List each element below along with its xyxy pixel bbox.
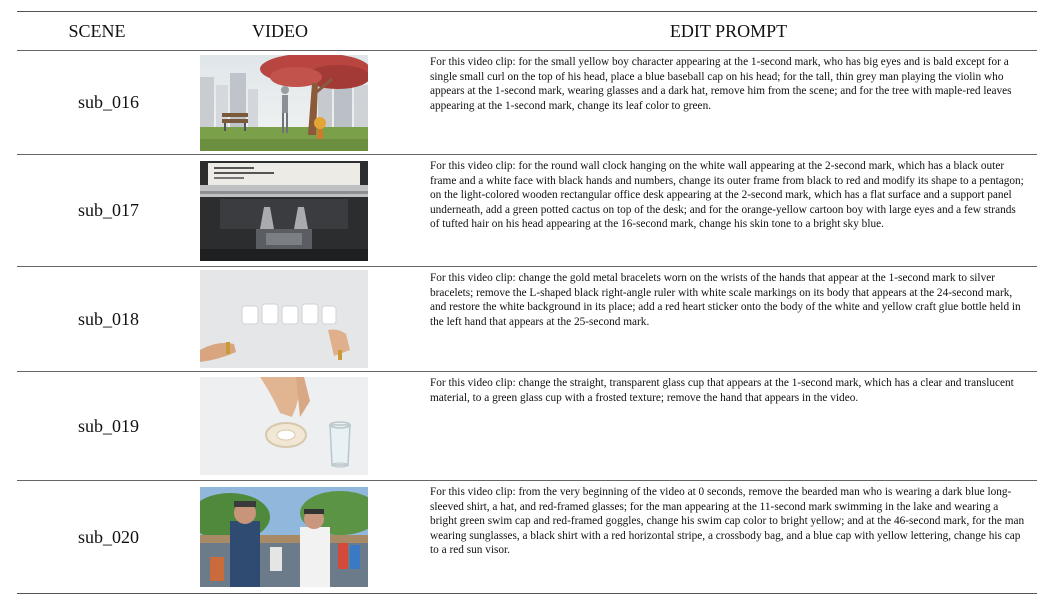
video-thumbnail-cell — [200, 481, 420, 593]
edit-prompt-text: For this video clip: for the round wall clock hanging on the white wall appearing at the 2-second mark, which has a black outer frame and a white face with black hands and numbers, change its outer frame from black to red and modify its shape to a pentagon; on the light-colored wooden rectangular office desk appearing at the 2-second mark, which has a flat surface and a support panel underneath, add a green potted cactus on top of the desk; and for the orange-yellow cartoon boy with large eyes and a few strands of tufted hair on his head appearing at the 16-second mark, change his skin tone to a bright sky blue. — [430, 160, 1024, 231]
video-thumbnail[interactable] — [200, 377, 368, 475]
video-thumbnail[interactable] — [200, 270, 368, 368]
edit-prompt-text: For this video clip: for the small yellow boy character appearing at the 1-second mark, who has big eyes and is bald except for a single small curl on the top of his head, place a blue baseball cap on his head; for the tall, thin grey man playing the violin who appears at the 1-second mark, wearing glasses and a dark hat, remove him from the scene; and for the tree with maple-red leaves appearing at the 1-second mark, change its leaf color to green. — [430, 56, 1012, 112]
table-header — [17, 12, 1037, 51]
header-video: VIDEO — [252, 20, 308, 41]
header-prompt: EDIT PROMPT — [669, 20, 788, 41]
video-thumbnail-cell — [200, 267, 420, 371]
video-thumbnail-cell — [200, 155, 420, 266]
header-scene: SCENE — [68, 20, 126, 41]
video-thumbnail-cell — [200, 372, 420, 480]
video-thumbnail[interactable] — [200, 55, 368, 151]
video-thumbnail[interactable] — [200, 487, 368, 587]
scene-id: sub_019 — [77, 415, 139, 436]
scene-id: sub_018 — [77, 308, 139, 329]
edit-prompt-text: For this video clip: change the straight, transparent glass cup that appears at the 1-second mark, which has a clear and translucent material, to a green glass cup with a frosted texture; remove the hand that appears in the video. — [430, 377, 1014, 404]
edit-prompt-table — [17, 11, 1037, 594]
table-row — [17, 267, 1037, 372]
scene-id: sub_017 — [77, 200, 139, 220]
video-thumbnail[interactable] — [200, 161, 368, 261]
table-row — [17, 372, 1037, 481]
video-thumbnail-cell — [200, 51, 420, 154]
scene-id: sub_016 — [77, 92, 139, 112]
edit-prompt-text: For this video clip: change the gold metal bracelets worn on the wrists of the hands that appear at the 1-second mark to silver bracelets; remove the L-shaped black right-angle ruler with white scale markings on its body that appears at the 24-second mark, and restore the white background in its place; add a red heart sticker onto the body of the white and yellow craft glue bottle held in the left hand that appears at the 25-second mark. — [430, 272, 1021, 328]
table-row — [17, 481, 1037, 593]
table-row — [17, 155, 1037, 267]
table-row — [17, 51, 1037, 155]
edit-prompt-text: For this video clip: from the very beginning of the video at 0 seconds, remove the bearded man who is wearing a dark blue long-sleeved shirt, a hat, and red-framed glasses; for the man appearing at the 11-second mark swimming in the lake and wearing a bright green swim cap and red-framed goggles, change his swim cap color to bright yellow; and at the 46-second mark, for the man wearing sunglasses, a black shirt with a red horizontal stripe, a crossbody bag, and a blue cap with yellow lettering, change his cap to a red sun visor. — [430, 486, 1025, 557]
scene-id: sub_020 — [77, 526, 139, 547]
